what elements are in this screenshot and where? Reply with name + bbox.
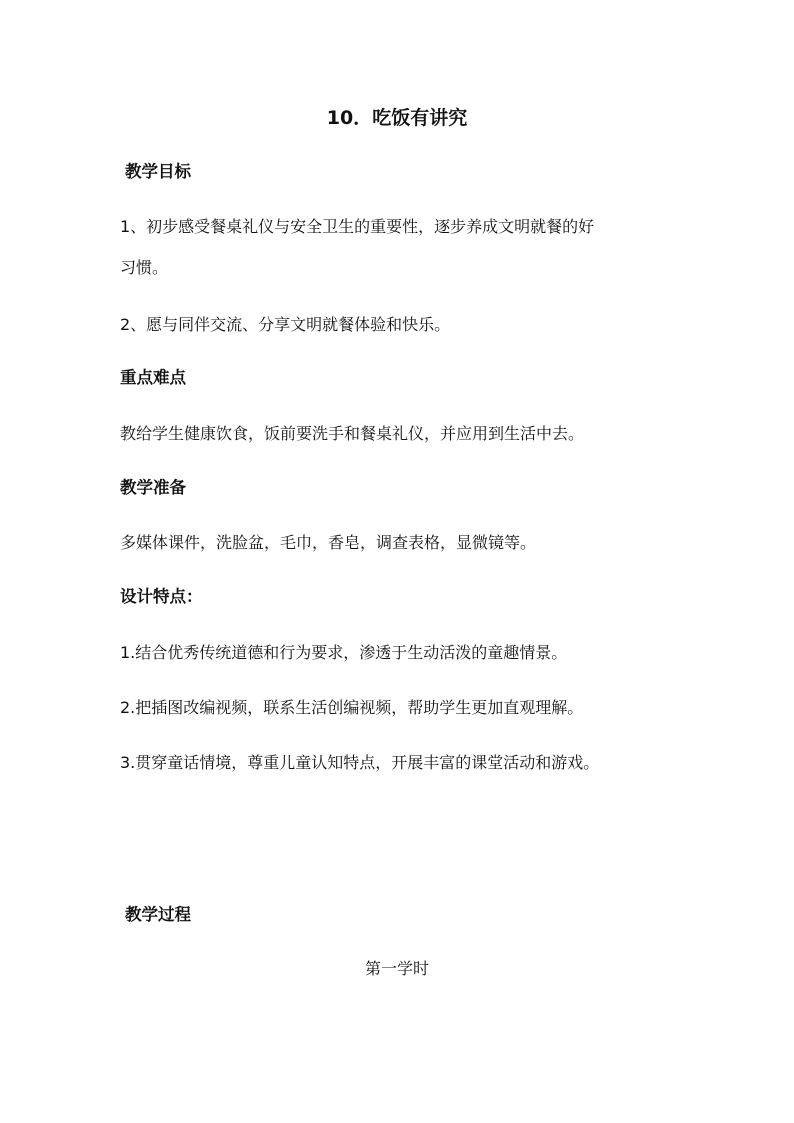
document-title: 10．吃饭有讲究 [326, 107, 468, 129]
goal-item-1-line-1: 1、初步感受餐桌礼仪与安全卫生的重要性，逐步养成文明就餐的好 [120, 217, 595, 236]
design-item-3: 3.贯穿童话情境，尊重儿童认知特点，开展丰富的课堂活动和游戏。 [120, 753, 600, 772]
goals-heading: 教学目标 [125, 162, 191, 181]
preparation-heading: 教学准备 [120, 478, 186, 497]
design-heading: 设计特点： [120, 587, 203, 606]
lesson-label: 第一学时 [364, 959, 429, 978]
goal-item-1-line-2: 习惯。 [120, 258, 169, 277]
design-item-1: 1.结合优秀传统道德和行为要求，渗透于生动活泼的童趣情景。 [120, 643, 568, 662]
preparation-text: 多媒体课件，洗脸盆，毛巾，香皂，调查表格，显微镜等。 [120, 533, 537, 552]
key-points-text: 教给学生健康饮食，饭前要洗手和餐桌礼仪，并应用到生活中去。 [120, 424, 585, 443]
key-points-heading: 重点难点 [120, 368, 186, 387]
design-item-2: 2.把插图改编视频，联系生活创编视频，帮助学生更加直观理解。 [120, 698, 584, 717]
goal-item-2: 2、愿与同伴交流、分享文明就餐体验和快乐。 [120, 315, 451, 334]
process-heading: 教学过程 [125, 905, 191, 924]
